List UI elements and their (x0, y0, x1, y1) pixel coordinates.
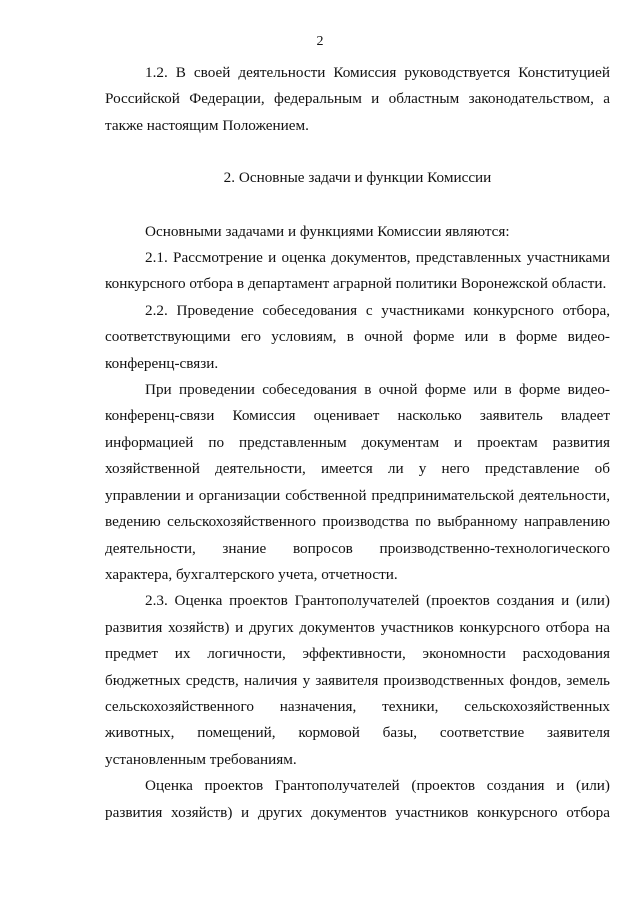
paragraph-final: Оценка проектов Грантополучателей (проектов создания и (или) развития хозяйств) и других документов участников конкурсного отбора (105, 777, 610, 821)
page-number: 2 (316, 34, 324, 49)
document-body (105, 60, 610, 826)
paragraph-interview: При проведении собеседования в очной форме или в форме видео-конференц-связи Комиссия оценивает насколько заявитель владеет информацией по представленным документам и проектам развития хозяйственной деятельности, имеется ли у него представление об управлении и организации собственной предпринимательской деятельности, ведению сельскохозяйственного производства по выбранному направлению деятельности, знание вопросов производственно-технологического характера, бухгалтерского учета, отчетности. (105, 381, 610, 583)
paragraph-1-2: 1.2. В своей деятельности Комиссия руководствуется Конституцией Российской Федерации, федеральным и областным законодательством, а также настоящим Положением. (105, 64, 610, 134)
paragraph-intro: Основными задачами и функциями Комиссии являются: (145, 222, 510, 240)
paragraph-2-1: 2.1. Рассмотрение и оценка документов, представленных участниками конкурсного отбора в департамент аграрной политики Воронежской области. (105, 249, 610, 293)
section-heading: 2. Основные задачи и функции Комиссии (223, 169, 492, 187)
paragraph-2-3: 2.3. Оценка проектов Грантополучателей (проектов создания и (или) развития хозяйств) и других документов участников конкурсного отбора на предмет их логичности, эффективности, экономности расходования бюджетных средств, наличия у заявителя производственных фондов, земель сельскохозяйственного назначения, техники, сельскохозяйственных животных, помещений, кормовой базы, соответствие заявителя установленным требованиям. (105, 592, 610, 768)
paragraph-2-2: 2.2. Проведение собеседования с участниками конкурсного отбора, соответствующими его условиям, в очной форме или в форме видео-конференц-связи. (105, 301, 610, 372)
